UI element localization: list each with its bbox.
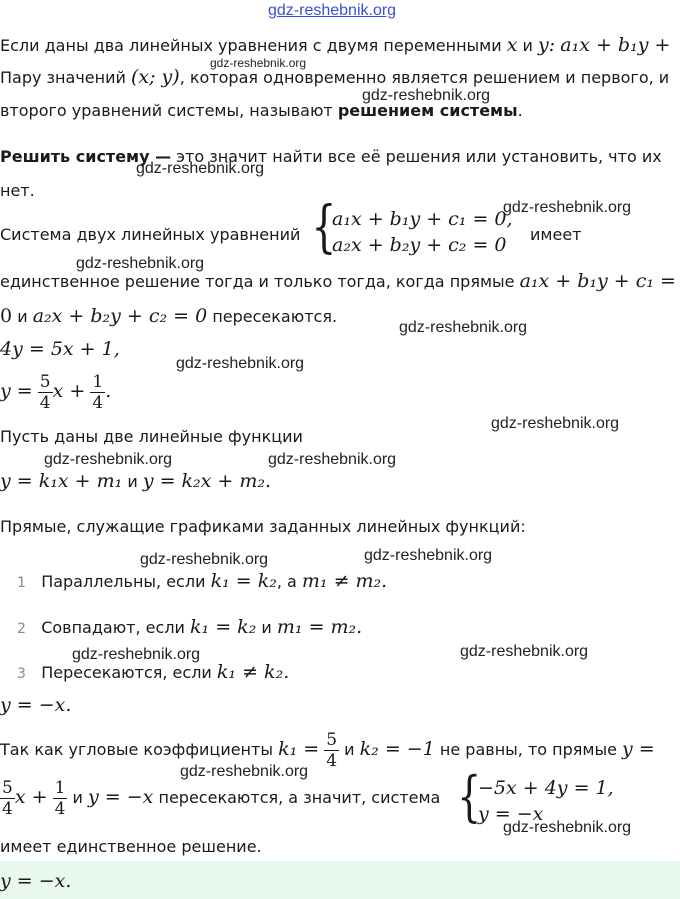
fraction — [90, 372, 105, 413]
system-eq-1: a₁x + b₁y + c₁ = 0, — [332, 208, 513, 230]
conclusion-text: Так как угловые коэффициенты — [0, 740, 273, 759]
term-solve-system: Решить систему — — [0, 147, 172, 166]
conclusion-line-1 — [0, 730, 655, 771]
list-text: Совпадают, если — [41, 618, 185, 637]
intro-text: второго уравнений системы, называют — [0, 101, 333, 120]
lines-intro: Прямые, служащие графиками заданных линейных функций: — [0, 517, 526, 536]
list-text: Пересекаются, если — [41, 663, 212, 682]
pair-formula: (x; y) — [130, 66, 180, 88]
fraction — [324, 730, 339, 771]
condition-2: . — [283, 661, 290, 683]
denominator: 4 — [54, 799, 66, 819]
numerator: 1 — [54, 778, 66, 798]
k1-lhs: k₁ = — [278, 738, 320, 760]
eq-end: . — [105, 380, 112, 402]
eq-mid: x + — [14, 786, 48, 808]
answer: y = −x. — [0, 870, 72, 892]
watermark: gdz-reshebnik.org — [140, 551, 269, 568]
watermark: gdz-reshebnik.org — [399, 319, 528, 336]
watermark: gdz-reshebnik.org — [176, 355, 305, 372]
system-eq-2: y = −x — [478, 803, 544, 825]
equation-4y: 4y = 5x + 1, — [0, 338, 120, 360]
denominator: 4 — [326, 751, 338, 771]
conclusion-line-3: имеет единственное решение. — [0, 837, 262, 856]
period: . — [517, 101, 523, 120]
watermark: gdz-reshebnik.org — [180, 763, 309, 780]
condition-1: k₁ = k₂ — [190, 616, 257, 638]
eq-mid: x + — [52, 380, 86, 402]
equation-y-neg: y = −x. — [0, 694, 72, 716]
condition-2: m₁ ≠ m₂. — [301, 570, 388, 592]
watermark: gdz-reshebnik.org — [76, 255, 205, 272]
watermark: gdz-reshebnik.org — [136, 160, 265, 177]
fraction — [53, 778, 68, 819]
functions-formulas — [0, 470, 271, 492]
intro-line-2 — [0, 66, 669, 88]
left-brace-icon: { — [311, 195, 337, 260]
watermark: gdz-reshebnik.org — [460, 643, 589, 660]
conclusion-line-2 — [0, 778, 440, 819]
list-number: 2 — [17, 621, 26, 637]
fraction — [0, 778, 15, 819]
functions-text: Пусть даны две линейные функции — [0, 427, 303, 446]
answer-box — [0, 861, 680, 899]
equation-y-fraction — [0, 372, 111, 413]
conclusion-text: не равны, то прямые — [439, 740, 617, 759]
and-word: и — [17, 307, 28, 326]
definition-text: это значит найти все её решения или установить, что их — [176, 147, 662, 166]
numerator: 5 — [2, 778, 13, 798]
watermark: gdz-reshebnik.org — [72, 646, 201, 663]
system-text: пересекаются. — [212, 307, 338, 326]
condition-2: m₁ = m₂. — [276, 616, 363, 638]
line-y-neg: y = −x — [88, 786, 154, 808]
watermark-top-link[interactable]: gdz-reshebnik.org — [268, 2, 397, 19]
function-2: y = k₂x + m₂. — [142, 470, 272, 492]
term-solution: решением системы — [337, 101, 518, 120]
watermark: gdz-reshebnik.org — [210, 56, 307, 70]
watermark: gdz-reshebnik.org — [44, 451, 173, 468]
watermark: gdz-reshebnik.org — [268, 451, 397, 468]
system-after: имеет — [530, 225, 582, 244]
system-eq-2: a₂x + b₂y + c₂ = 0 — [332, 234, 507, 256]
and-word: и — [344, 740, 355, 759]
system-line-2 — [0, 270, 676, 292]
intro-and: и — [522, 36, 533, 55]
numerator: 5 — [326, 730, 338, 750]
condition-1: k₁ ≠ k₂ — [216, 661, 284, 683]
solve-definition — [0, 147, 662, 166]
system-text: Система двух линейных уравнений — [0, 225, 301, 244]
intro-line-3 — [0, 101, 523, 120]
denominator: 4 — [92, 393, 104, 413]
list-sep: и — [261, 618, 272, 637]
denominator: 4 — [2, 799, 13, 819]
numerator: 5 — [39, 372, 51, 392]
left-brace-icon: { — [457, 765, 482, 828]
watermark: gdz-reshebnik.org — [503, 199, 632, 216]
eq-lhs: y = — [0, 380, 33, 402]
line-formula-2: a₂x + b₂y + c₂ = 0 — [32, 305, 208, 327]
var-y: y: — [538, 34, 556, 56]
list-text: Параллельны, если — [41, 572, 206, 591]
list-item — [17, 616, 362, 638]
list-number: 3 — [17, 666, 26, 682]
k2-formula: k₂ = −1 — [359, 738, 435, 760]
and-word: и — [127, 472, 138, 491]
watermark: gdz-reshebnik.org — [364, 547, 493, 564]
system-eq-1: −5x + 4y = 1, — [478, 777, 614, 799]
function-1: y = k₁x + m₁ — [0, 470, 123, 492]
system-text: единственное решение тогда и только тогда, когда прямые — [0, 272, 515, 291]
numerator: 1 — [92, 372, 104, 392]
definition-text-2: нет. — [0, 181, 35, 200]
list-sep: , а — [276, 572, 297, 591]
watermark: gdz-reshebnik.org — [503, 819, 632, 836]
denominator: 4 — [39, 393, 51, 413]
system-line-3 — [0, 305, 337, 327]
condition-1: k₁ = k₂ — [210, 570, 277, 592]
intro-formula: a₁x + b₁y + — [560, 34, 671, 56]
zero: 0 — [0, 305, 13, 327]
intro-line-1 — [0, 34, 670, 56]
conclusion-text: пересекаются, а значит, система — [158, 788, 441, 807]
watermark: gdz-reshebnik.org — [491, 415, 620, 432]
watermark: gdz-reshebnik.org — [362, 87, 491, 104]
list-item — [17, 570, 387, 592]
y-eq: y = — [622, 738, 655, 760]
fraction — [38, 372, 53, 413]
intro-text: Если даны два линейных уравнения с двумя переменными — [0, 36, 502, 55]
var-x: x — [506, 34, 518, 56]
intro-text: , которая одновременно является решением и первого, и — [179, 68, 670, 87]
list-item — [17, 661, 289, 683]
intro-text: Пару значений — [0, 68, 126, 87]
list-number: 1 — [17, 575, 26, 591]
line-formula-1: a₁x + b₁y + c₁ = — [519, 270, 676, 292]
and-word: и — [72, 788, 83, 807]
